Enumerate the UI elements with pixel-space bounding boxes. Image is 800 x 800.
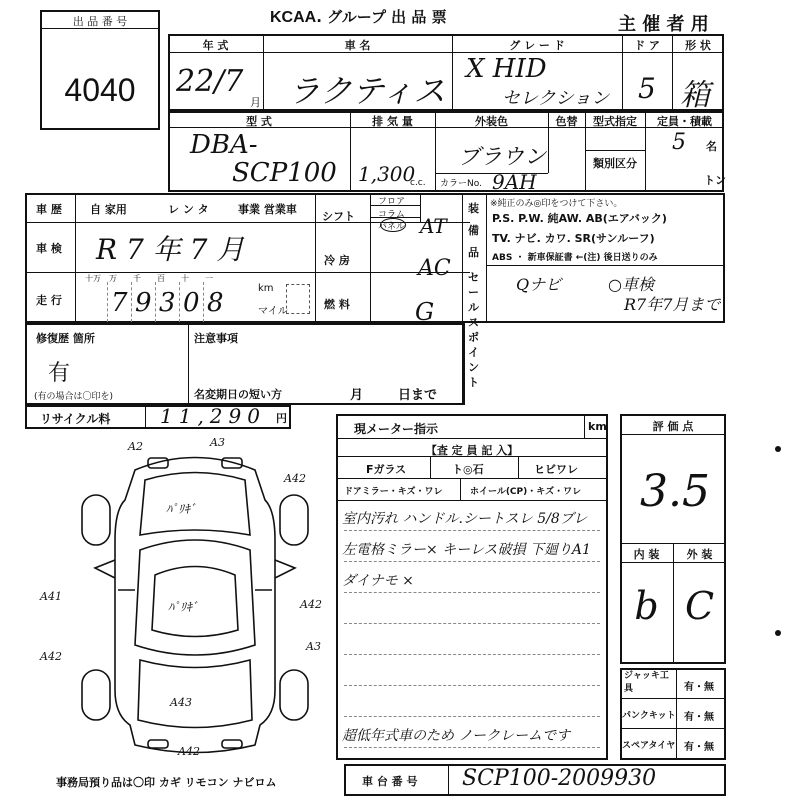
shift-circle-mark <box>380 218 406 232</box>
damage-code-a3-right-low: A3 <box>306 640 321 653</box>
displacement-label: 排 気 量 <box>372 115 413 128</box>
jack-option[interactable]: 有・無 <box>684 682 714 693</box>
note-text: 室内汚れ ハンドル.シートスレ 5/8ブレ <box>342 511 588 527</box>
form-title <box>270 6 447 27</box>
mileage-digit: 9 <box>135 288 152 318</box>
persons-unit: 名 <box>706 140 717 153</box>
recycle-value: 11,290 <box>160 404 266 428</box>
color-no-value: 9AH <box>492 170 537 194</box>
history-private[interactable]: 自 家用 <box>90 203 127 216</box>
spare-tire-option[interactable]: 有・無 <box>684 742 714 753</box>
spare-tire-label: スペアタイヤ <box>622 741 676 751</box>
mileage-digit-label: 百 <box>157 274 165 283</box>
sales-point-3: R7年7月まで <box>624 295 721 314</box>
note-line <box>344 654 600 655</box>
office-note: 事務局預り品は〇印 カギ リモコン ナビロム <box>56 776 277 789</box>
repair-note: (有の場合は〇印を) <box>34 392 114 402</box>
interior-label: 内 装 <box>633 548 660 561</box>
fuel-value: G <box>415 298 435 326</box>
deadline-day-label: 日まで <box>398 388 438 403</box>
month-unit: 月 <box>250 96 261 109</box>
mileage-divider <box>107 282 108 322</box>
type-value-1: DBA- <box>190 130 258 160</box>
damage-code-a42-right-mid: A42 <box>300 598 322 611</box>
damage-mark-roof: ﾊﾟﾘｷﾞ <box>168 600 199 614</box>
shift-opt-floor[interactable]: フロア <box>378 197 406 207</box>
title-text: . グループ 出 品 票 <box>316 8 447 26</box>
recycle-unit: 円 <box>276 412 287 425</box>
mileage-divider <box>155 282 156 322</box>
equipment-line-3: ABS ・ 新車保証書 ←(注) 後日送りのみ <box>492 253 658 263</box>
mileage-divider <box>203 282 204 322</box>
damage-code-a41-left: A41 <box>40 590 62 603</box>
score-value: 3.5 <box>640 466 710 517</box>
year-value: 22/7 <box>176 64 244 99</box>
note-line <box>344 716 600 717</box>
mileage-divider <box>179 282 180 322</box>
meter-unit: km <box>588 420 607 433</box>
fglass-label: Fガラス <box>366 463 407 476</box>
puncture-kit-option[interactable]: 有・無 <box>684 712 714 723</box>
mileage-digit-label: 一 <box>205 274 213 283</box>
sales-point-2: ○車検 <box>608 275 654 294</box>
tons-unit: トン <box>704 174 726 187</box>
exterior-color-value: ブラウン <box>458 145 547 170</box>
fglass-opt-crack[interactable]: ヒビワレ <box>534 463 578 476</box>
wheel-label[interactable]: ホイール(CP)・キズ・ワレ <box>470 487 582 497</box>
mileage-divider <box>131 282 132 322</box>
shift-opt-column[interactable]: コラム <box>378 210 405 220</box>
note-line <box>344 592 600 593</box>
mileage-digit-label: 十 <box>181 274 189 283</box>
exterior-label: 外 装 <box>686 548 713 561</box>
note-line <box>344 530 600 531</box>
damage-mark-hood: ﾊﾟﾘｷﾞ <box>166 502 197 516</box>
damage-code-a3-top: A3 <box>210 436 225 449</box>
cc-unit: c.c. <box>410 178 426 188</box>
doors-value: 5 <box>638 72 656 105</box>
fuel-label: 燃 料 <box>324 298 350 311</box>
chassis-value: SCP100-2009930 <box>462 766 657 791</box>
history-rental[interactable]: レ ン タ <box>168 203 209 216</box>
model-value: ラクティス <box>288 72 446 110</box>
shape-value: 箱 <box>680 78 710 113</box>
displacement-value: 1,300 <box>358 162 416 186</box>
title-logo: KCAA <box>270 9 317 26</box>
capacity-value: 5 <box>672 130 686 155</box>
shift-label: シフト <box>322 210 355 223</box>
lot-number-value: 4040 <box>64 72 136 108</box>
note-text: 左電格ミラー× キーレス破損 下廻りA1 <box>342 542 591 558</box>
year-label: 年 式 <box>202 39 229 52</box>
damage-code-a42-right-top: A42 <box>284 472 306 485</box>
mile-checkbox[interactable] <box>286 284 310 314</box>
note-line <box>344 623 600 624</box>
note-line <box>344 747 600 748</box>
mile-unit: マイル <box>258 306 288 317</box>
interior-value: b <box>634 584 659 628</box>
score-label: 評 価 点 <box>652 420 694 433</box>
shift-value: AT <box>420 214 447 238</box>
sales-point-1: Qナビ <box>516 275 562 294</box>
lot-number-box <box>40 10 160 130</box>
note-text: ダイナモ × <box>342 573 414 589</box>
margin-dot <box>775 630 781 636</box>
equipment-line-2: TV. ナビ. カワ. SR(サンルーフ) <box>492 232 655 245</box>
damage-code-a43-rear: A43 <box>170 696 192 709</box>
jack-label: ジャッキ工 具 <box>624 671 669 694</box>
notes-label: 注意事項 <box>194 332 238 345</box>
note-line <box>344 561 600 562</box>
equipment-line-1: P.S. P.W. 純AW. AB(エアバック) <box>492 212 667 225</box>
type-value-2: SCP100 <box>232 158 337 188</box>
grade-label: グ レ ー ド <box>509 39 565 52</box>
grade-value-1: X HID <box>466 54 547 84</box>
equipment-label: 装備品 <box>468 202 479 259</box>
mileage-label: 走 行 <box>36 294 62 307</box>
mileage-digit-label: 十万 <box>85 274 101 283</box>
shape-label: 形 状 <box>685 39 711 52</box>
grade-value-2: セレクション <box>502 88 610 109</box>
inspector-label: 【査 定 員 記 入】 <box>425 444 519 457</box>
km-unit: km <box>258 283 274 294</box>
damage-code-a42-left-low: A42 <box>40 650 62 663</box>
fglass-opt-chip[interactable]: ト◎石 <box>452 463 484 476</box>
inspection-value: R 7 年 7 月 <box>96 233 245 266</box>
door-mirror-label[interactable]: ドアミラー・キズ・ワレ <box>344 487 443 497</box>
sales-point-label: セールスポイント <box>468 271 479 389</box>
repair-label: 修復歴 箇所 <box>36 332 95 345</box>
meter-label: 現メーター指示 <box>354 422 439 436</box>
repair-value: 有 <box>48 361 71 386</box>
capacity-label: 定員・積載 <box>657 115 712 128</box>
history-label: 車 歴 <box>36 203 62 216</box>
mileage-digit-label: 万 <box>109 274 117 283</box>
mileage-digit: 8 <box>207 288 224 318</box>
mileage-digit: 0 <box>183 288 200 318</box>
doors-label: ド ア <box>634 39 660 52</box>
ac-value: AC <box>418 256 451 281</box>
ac-label: 冷 房 <box>324 254 350 267</box>
chassis-label: 車 台 番 号 <box>362 775 418 788</box>
damage-code-a42-bottom: A42 <box>178 745 200 758</box>
type-designation-label: 型式指定 <box>593 115 637 128</box>
mileage-digit-label: 千 <box>133 274 141 283</box>
history-business[interactable]: 事業 営業車 <box>238 203 297 216</box>
mileage-digit: 3 <box>159 288 176 318</box>
color-change-label: 色替 <box>555 115 578 128</box>
organizer-label: 主 催 者 用 <box>618 14 709 35</box>
exterior-value: C <box>684 584 715 628</box>
note-line <box>344 685 600 686</box>
type-label: 型 式 <box>246 115 272 128</box>
equipment-note: ※純正のみ◎印をつけて下さい。 <box>490 199 623 209</box>
mileage-digit: 7 <box>111 288 128 318</box>
deadline-month-label: 月 <box>350 388 364 403</box>
inspection-label: 車 検 <box>36 242 62 255</box>
damage-code-a2-top: A2 <box>128 440 143 453</box>
shift-opt-panel[interactable]: パネル <box>378 222 406 232</box>
color-no-label: カラーNo. <box>440 179 482 189</box>
puncture-kit-label: パンクキット <box>622 711 676 721</box>
lot-number-label: 出 品 番 号 <box>72 15 128 28</box>
classification-label: 類別区分 <box>593 157 637 170</box>
margin-dot <box>775 446 781 452</box>
recycle-label: リサイクル料 <box>40 412 111 426</box>
exterior-color-label: 外装色 <box>475 115 508 128</box>
note-text: 超低年式車のため ノークレームです <box>342 728 571 744</box>
model-label: 車 名 <box>344 39 371 52</box>
deadline-label: 名変期日の短い方 <box>194 388 282 401</box>
